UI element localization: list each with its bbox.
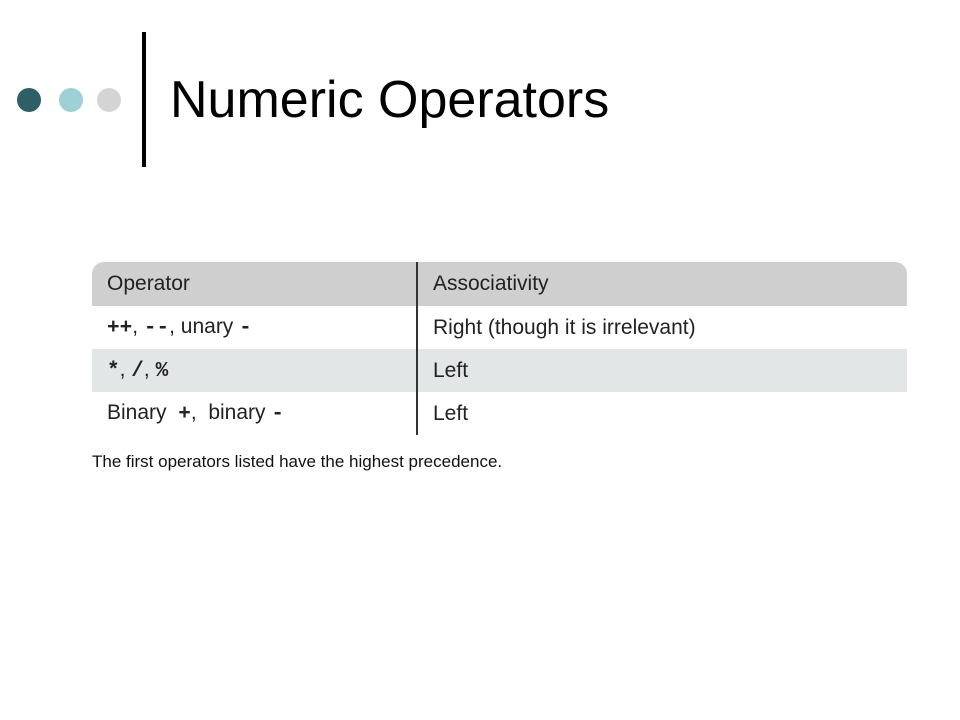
operator-symbol: + [178,403,191,426]
operator-text: , binary [190,401,272,424]
operator-symbol: * [107,360,120,383]
slide-title: Numeric Operators [170,71,610,129]
table-row [92,306,907,349]
operator-text: , [143,358,156,381]
table-header-row [92,262,907,306]
operator-text: , [119,358,132,381]
operator-table-container [92,262,907,435]
table-row [92,392,907,435]
operator-symbol: - [271,403,284,426]
title-divider [142,32,146,167]
table-caption: The first operators listed have the highest precedence. [92,452,503,471]
operator-table [92,262,907,435]
operator-text: , [132,315,144,338]
dot-grey [97,88,121,112]
operator-symbol: ++ [107,317,133,340]
operator-text: , unary [169,315,240,338]
table-row [92,349,907,392]
header-operator: Operator [92,262,417,306]
operator-symbol: % [155,360,169,383]
dot-dark-teal [17,88,41,112]
operator-cell [92,349,417,392]
operator-symbol: - [239,317,252,340]
decorative-dots [15,88,125,114]
associativity-cell: Left [433,401,469,425]
operator-text: Binary [107,401,179,424]
operator-cell [92,392,417,435]
associativity-cell: Right (though it is irrelevant) [433,315,696,339]
operator-cell [92,306,417,349]
dot-light-teal [59,88,83,112]
operator-symbol: -- [143,317,170,340]
associativity-cell: Left [417,349,907,392]
header-associativity: Associativity [417,262,907,306]
operator-symbol: / [131,360,144,383]
